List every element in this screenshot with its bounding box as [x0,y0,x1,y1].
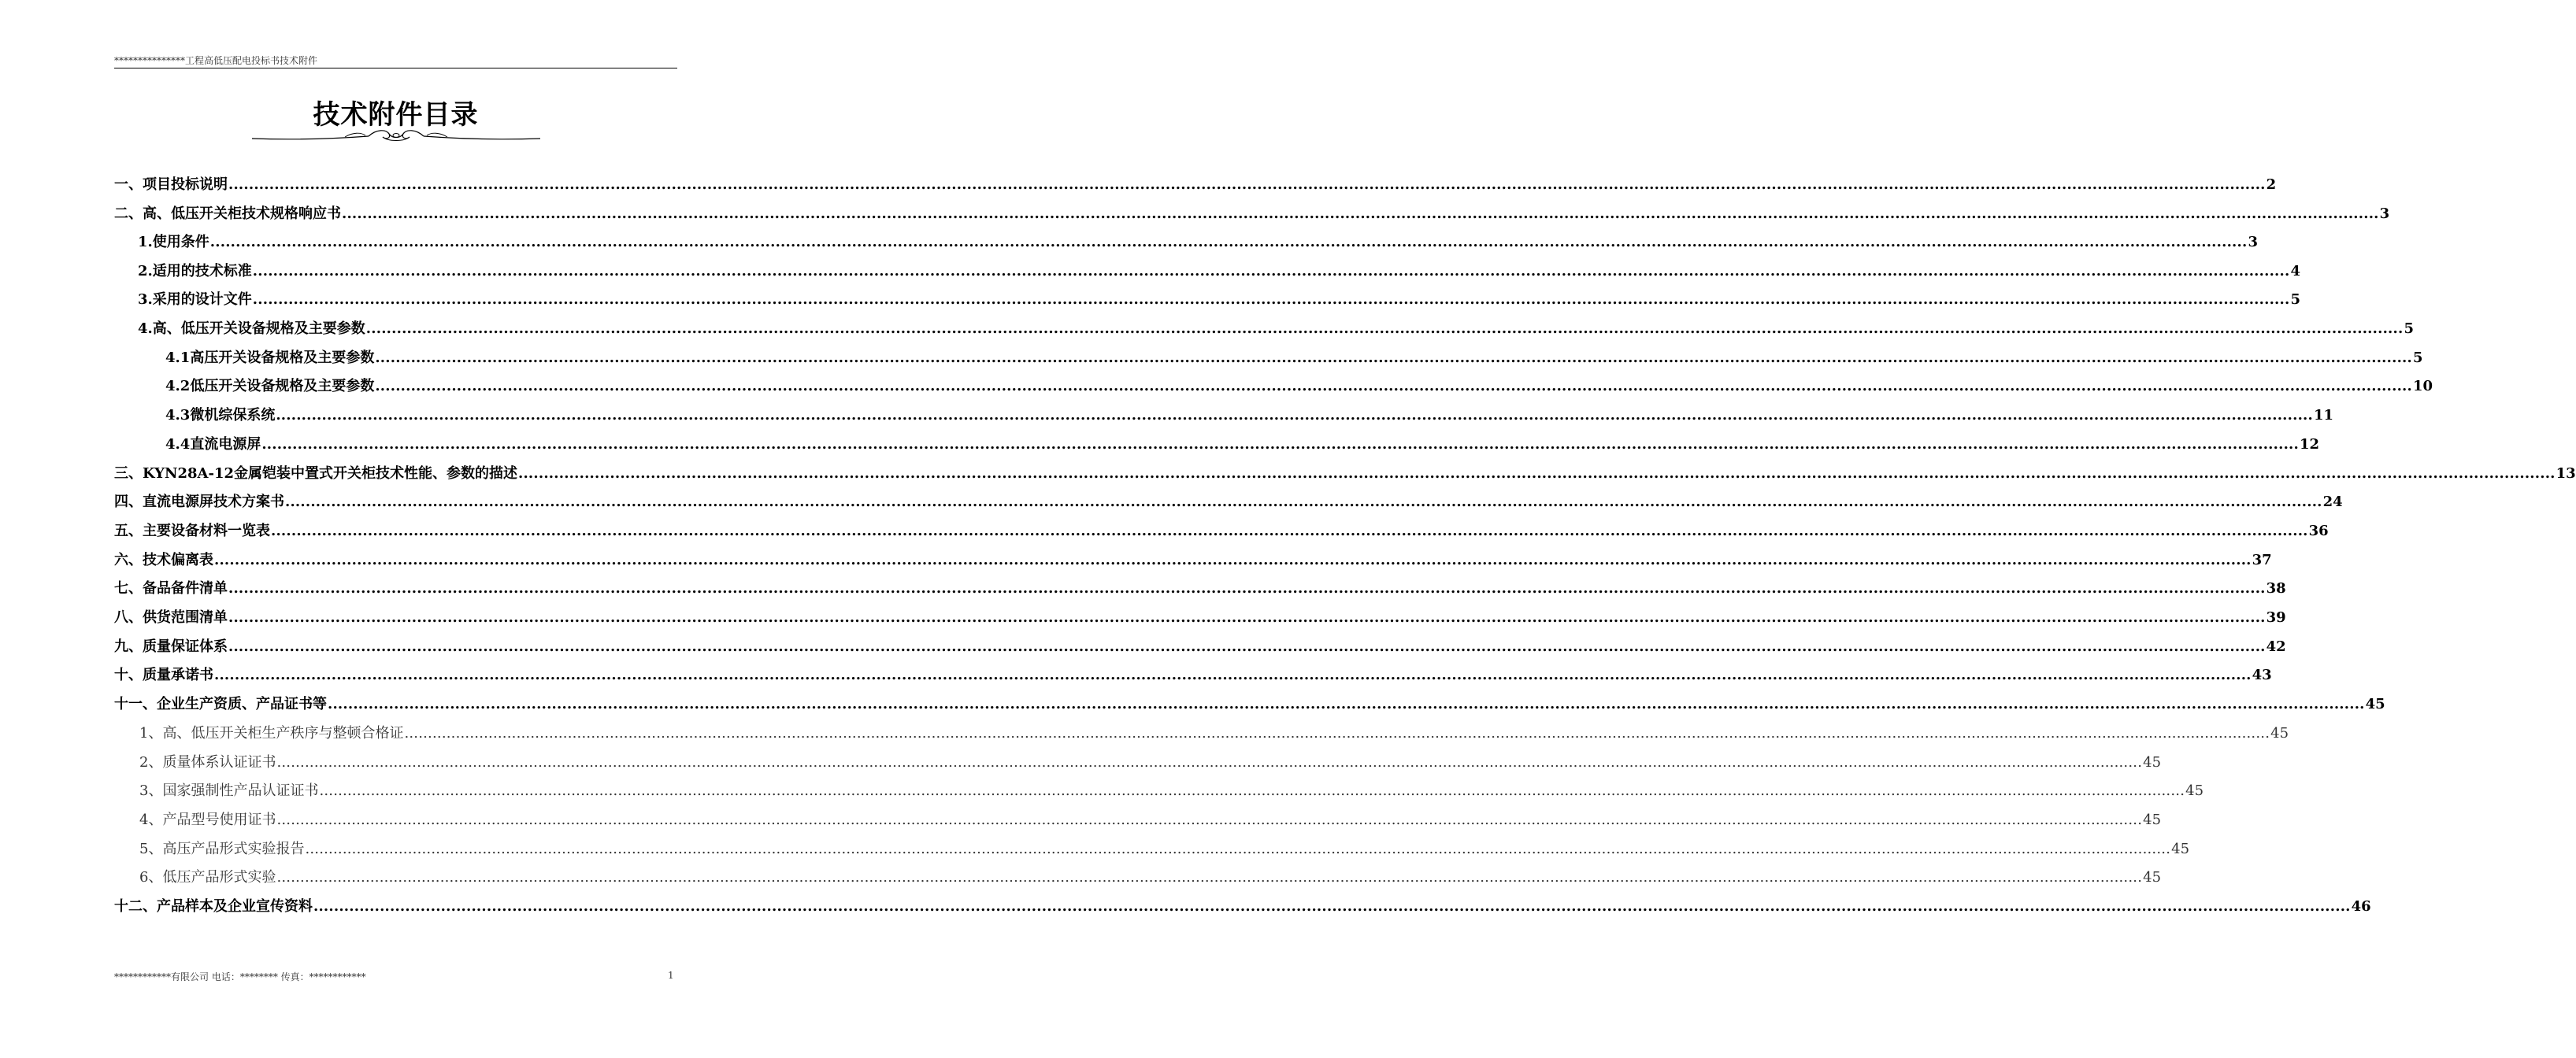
toc-entry-page: 45 [2171,841,2190,857]
toc-entry-label: 4.1高压开关设备规格及主要参数 [165,350,375,366]
toc-dot-leader: ................................................................................................................................................................................................................................................................................................................................................................................................................ [365,320,2404,337]
toc-entry-page: 46 [2351,898,2371,915]
toc-dot-leader: ................................................................................................................................................................................................................................................................................................................................................................................................................ [328,696,2365,712]
toc-entry-label: 十、质量承诺书 [114,667,213,683]
toc-entry[interactable] [138,288,2300,312]
toc-entry-page: 43 [2252,667,2272,683]
toc-entry[interactable] [139,808,2162,832]
document-title: 技术附件目录 [313,99,479,131]
toc-entry-page: 39 [2266,609,2286,626]
toc-entry-page: 5 [2412,350,2423,366]
toc-dot-leader: ................................................................................................................................................................................................................................................................................................................................................................................................................ [276,869,2143,886]
toc-dot-leader: ................................................................................................................................................................................................................................................................................................................................................................................................................ [285,494,2322,510]
toc-entry[interactable] [114,693,2385,716]
toc-dot-leader: ................................................................................................................................................................................................................................................................................................................................................................................................................ [375,378,2412,394]
toc-entry[interactable] [139,722,2289,745]
toc-entry-page: 45 [2185,782,2204,799]
toc-entry-page: 12 [2299,436,2320,453]
toc-dot-leader: ................................................................................................................................................................................................................................................................................................................................................................................................................ [261,436,2299,453]
toc-entry-page: 42 [2266,638,2286,655]
toc-entry[interactable] [114,549,2272,572]
toc-entry-label: 四、直流电源屏技术方案书 [114,494,284,510]
toc-entry[interactable] [139,751,2162,775]
toc-entry-label: 4.4直流电源屏 [165,436,261,453]
toc-entry-page: 11 [2313,407,2334,424]
toc-entry[interactable] [139,838,2190,861]
page-header: ***************工程高低压配电投标书技术附件 [114,55,318,66]
toc-entry-page: 45 [2143,812,2162,828]
toc-entry-label: 九、质量保证体系 [114,638,228,655]
toc-entry-page: 2 [2266,176,2277,193]
toc-entry-label: 七、备品备件清单 [114,580,228,597]
toc-entry-page: 13 [2556,465,2576,482]
toc-dot-leader: ................................................................................................................................................................................................................................................................................................................................................................................................................ [313,898,2351,915]
toc-entry-label: 3、国家强制性产品认证证书 [139,782,319,799]
toc-entry[interactable] [165,375,2433,398]
toc-entry-label: 4.高、低压开关设备规格及主要参数 [138,320,365,337]
page-footer: ************有限公司 电话：******** 传真：************ [114,971,366,982]
toc-entry-label: 3.采用的设计文件 [138,291,252,308]
toc-dot-leader: ................................................................................................................................................................................................................................................................................................................................................................................................................ [252,263,2290,279]
toc-entry[interactable] [138,260,2300,283]
toc-dot-leader: ................................................................................................................................................................................................................................................................................................................................................................................................................ [228,580,2266,597]
toc-dot-leader: ................................................................................................................................................................................................................................................................................................................................................................................................................ [252,291,2290,308]
toc-entry-label: 6、低压产品形式实验 [139,869,276,886]
toc-dot-leader: ................................................................................................................................................................................................................................................................................................................................................................................................................ [271,523,2308,539]
toc-entry[interactable] [114,520,2329,543]
toc-entry-page: 45 [2365,696,2385,712]
toc-entry-page: 3 [2248,234,2258,250]
toc-entry[interactable] [138,231,2258,254]
toc-entry-label: 六、技术偏离表 [114,552,213,568]
toc-entry-label: 二、高、低压开关柜技术规格响应书 [114,205,341,222]
toc-entry-page: 37 [2252,552,2272,568]
toc-dot-leader: ................................................................................................................................................................................................................................................................................................................................................................................................................ [228,609,2266,626]
toc-dot-leader: ................................................................................................................................................................................................................................................................................................................................................................................................................ [214,552,2252,568]
toc-entry-label: 4.3微机综保系统 [165,407,276,424]
toc-entry[interactable] [165,404,2334,427]
toc-entry-label: 2、质量体系认证证书 [139,754,276,771]
toc-dot-leader: ................................................................................................................................................................................................................................................................................................................................................................................................................ [228,176,2266,193]
toc-entry[interactable] [165,433,2320,457]
toc-dot-leader: ................................................................................................................................................................................................................................................................................................................................................................................................................ [214,667,2252,683]
toc-dot-leader: ................................................................................................................................................................................................................................................................................................................................................................................................................ [342,205,2379,222]
toc-dot-leader: ................................................................................................................................................................................................................................................................................................................................................................................................................ [209,234,2248,250]
toc-entry-label: 1、高、低压开关柜生产秩序与整顿合格证 [139,725,404,742]
toc-entry[interactable] [138,317,2414,341]
toc-entry[interactable] [114,635,2286,659]
toc-entry-page: 5 [2404,320,2414,337]
toc-entry[interactable] [114,173,2277,197]
page-number: 1 [668,970,674,981]
toc-entry[interactable] [139,779,2204,803]
toc-entry-page: 3 [2379,205,2390,222]
toc-entry[interactable] [114,664,2272,687]
toc-dot-leader: ................................................................................................................................................................................................................................................................................................................................................................................................................ [518,465,2556,482]
toc-entry-label: 4、产品型号使用证书 [139,812,276,828]
toc-entry[interactable] [114,577,2286,601]
toc-entry-page: 10 [2412,378,2433,394]
toc-dot-leader: ................................................................................................................................................................................................................................................................................................................................................................................................................ [375,350,2412,366]
toc-dot-leader: ................................................................................................................................................................................................................................................................................................................................................................................................................ [276,812,2143,828]
toc-dot-leader: ................................................................................................................................................................................................................................................................................................................................................................................................................ [305,841,2171,857]
toc-dot-leader: ................................................................................................................................................................................................................................................................................................................................................................................................................ [276,407,2313,424]
toc-entry-page: 5 [2290,291,2300,308]
toc-entry-label: 八、供货范围清单 [114,609,228,626]
toc-entry-page: 24 [2322,494,2343,510]
toc-entry-label: 5、高压产品形式实验报告 [139,841,305,857]
toc-dot-leader: ................................................................................................................................................................................................................................................................................................................................................................................................................ [319,782,2185,799]
toc-entry-page: 45 [2270,725,2289,742]
toc-entry-label: 十二、产品样本及企业宣传资料 [114,898,313,915]
toc-entry-page: 38 [2266,580,2286,597]
toc-entry-label: 4.2低压开关设备规格及主要参数 [165,378,375,394]
toc-dot-leader: ................................................................................................................................................................................................................................................................................................................................................................................................................ [276,754,2143,771]
toc-entry-label: 五、主要设备材料一览表 [114,523,270,539]
toc-entry[interactable] [114,895,2371,919]
toc-entry-label: 2.适用的技术标准 [138,263,252,279]
toc-entry[interactable] [114,490,2343,514]
toc-entry-page: 45 [2143,754,2162,771]
toc-entry[interactable] [139,866,2162,890]
toc-entry-label: 一、项目投标说明 [114,176,228,193]
toc-entry-label: 十一、企业生产资质、产品证书等 [114,696,327,712]
decorative-swirl-divider-icon [250,126,542,145]
toc-entry[interactable] [114,462,2576,486]
toc-entry-page: 4 [2290,263,2300,279]
toc-entry-label: 1.使用条件 [138,234,209,250]
toc-dot-leader: ................................................................................................................................................................................................................................................................................................................................................................................................................ [228,638,2266,655]
toc-entry[interactable] [114,606,2286,630]
toc-entry-page: 36 [2308,523,2329,539]
toc-entry-label: 三、KYN28A-12金属铠装中置式开关柜技术性能、参数的描述 [114,465,517,482]
toc-entry[interactable] [114,202,2390,226]
toc-dot-leader: ................................................................................................................................................................................................................................................................................................................................................................................................................ [404,725,2270,742]
toc-entry-page: 45 [2143,869,2162,886]
toc-entry[interactable] [165,346,2423,370]
